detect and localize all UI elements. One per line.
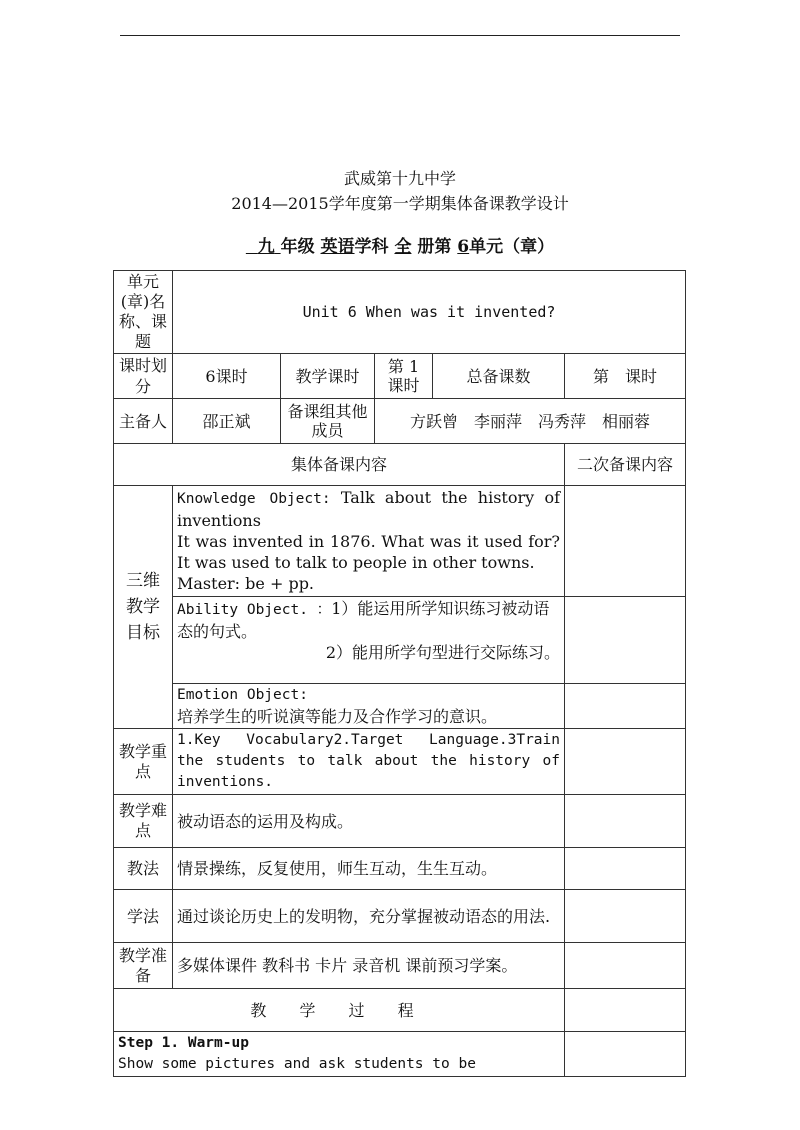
prep-text: 多媒体课件 教科书 卡片 录音机 课前预习学案。 <box>173 943 565 989</box>
method-label: 教法 <box>114 848 173 890</box>
method-second <box>565 848 686 890</box>
total-label: 总备课数 <box>433 354 565 399</box>
process-header-row <box>114 989 686 1032</box>
header-rule <box>120 35 680 36</box>
ability-row <box>114 597 686 684</box>
method-text: 情景操练，反复使用，师生互动，生生互动。 <box>173 848 565 890</box>
difficult-label: 教学难点 <box>114 795 173 848</box>
step-title: Step 1. Warm-up <box>118 1035 249 1051</box>
key-row <box>114 729 686 795</box>
hours-label: 课时划分 <box>114 354 173 399</box>
ability-text1: 1）能运用所学知识练习被动语态的句式。 <box>177 599 550 641</box>
unit-label: 单元(章)名称、课题 <box>114 271 173 354</box>
learn-label: 学法 <box>114 890 173 943</box>
difficult-text: 被动语态的运用及构成。 <box>173 795 565 848</box>
unit-number: 6 <box>457 237 470 257</box>
main-label: 主备人 <box>114 399 173 444</box>
content-header-row <box>114 444 686 486</box>
unit-title: Unit 6 When was it invented? <box>173 271 686 354</box>
ability-prefix: Ability Object. ： <box>177 602 332 618</box>
hours-value: 6课时 <box>173 354 281 399</box>
grade-value: 九 <box>257 237 275 257</box>
step-cell <box>114 1032 565 1077</box>
unit-suffix: 单元（章） <box>469 237 555 257</box>
subject-suffix: 学科 <box>354 237 389 257</box>
process-second <box>565 989 686 1032</box>
members-label: 备课组其他成员 <box>281 399 375 444</box>
document-subtitle: 2014—2015学年度第一学期集体备课教学设计 <box>231 194 569 213</box>
learn-second <box>565 890 686 943</box>
members-value: 方跃曾 李丽萍 冯秀萍 相丽蓉 <box>375 399 686 444</box>
knowledge-second <box>565 486 686 597</box>
prep-label: 教学准备 <box>114 943 173 989</box>
school-name: 武威第十九中学 <box>343 169 456 188</box>
unit-row <box>114 271 686 354</box>
total-value: 第 课时 <box>565 354 686 399</box>
emotion-prefix: Emotion Object: <box>177 687 308 703</box>
knowledge-line2: It was invented in 1876. What was it used for?It was used to talk to people in other towns. <box>177 532 560 572</box>
ability-second <box>565 597 686 684</box>
prep-row <box>114 943 686 989</box>
main-value: 邵正斌 <box>173 399 281 444</box>
staff-row <box>114 399 686 444</box>
key-text: 1.Key Vocabulary2.Target Language.3Train the students to talk about the history of inventions. <box>173 729 565 795</box>
period-label: 教学课时 <box>281 354 375 399</box>
emotion-text: 培养学生的听说演等能力及合作学习的意识。 <box>177 707 498 726</box>
volume-suffix: 册第 <box>417 237 452 257</box>
ability-text2: 2）能用所学句型进行交际练习。 <box>325 643 560 662</box>
second-header: 二次备课内容 <box>565 444 686 486</box>
learn-text: 通过谈论历史上的发明物，充分掌握被动语态的用法. <box>173 890 565 943</box>
step-row <box>114 1032 686 1077</box>
content-header: 集体备课内容 <box>114 444 565 486</box>
step-text: Show some pictures and ask students to be <box>118 1056 476 1072</box>
key-label: 教学重点 <box>114 729 173 795</box>
knowledge-line3: Master: be + pp. <box>177 574 315 593</box>
knowledge-cell <box>173 486 565 597</box>
knowledge-prefix: Knowledge Object: <box>177 491 331 507</box>
difficult-row <box>114 795 686 848</box>
subject-value: 英语 <box>320 237 355 257</box>
key-second <box>565 729 686 795</box>
period-value: 第 1 课时 <box>375 354 433 399</box>
emotion-second <box>565 684 686 729</box>
course-line <box>0 232 800 257</box>
knowledge-row <box>114 486 686 597</box>
volume-value: 全 <box>394 237 412 257</box>
method-row <box>114 848 686 890</box>
ability-cell <box>173 597 565 684</box>
step-second <box>565 1032 686 1077</box>
difficult-second <box>565 795 686 848</box>
emotion-row <box>114 684 686 729</box>
process-header: 教 学 过 程 <box>114 989 565 1032</box>
knowledge-text: Talk about the history of inventions <box>177 488 560 530</box>
learn-row <box>114 890 686 943</box>
lesson-plan-table <box>113 270 686 1077</box>
goals-label: 三维教学目标 <box>114 486 173 729</box>
hours-row <box>114 354 686 399</box>
prep-second <box>565 943 686 989</box>
emotion-cell <box>173 684 565 729</box>
grade-suffix: 年级 <box>280 237 315 257</box>
